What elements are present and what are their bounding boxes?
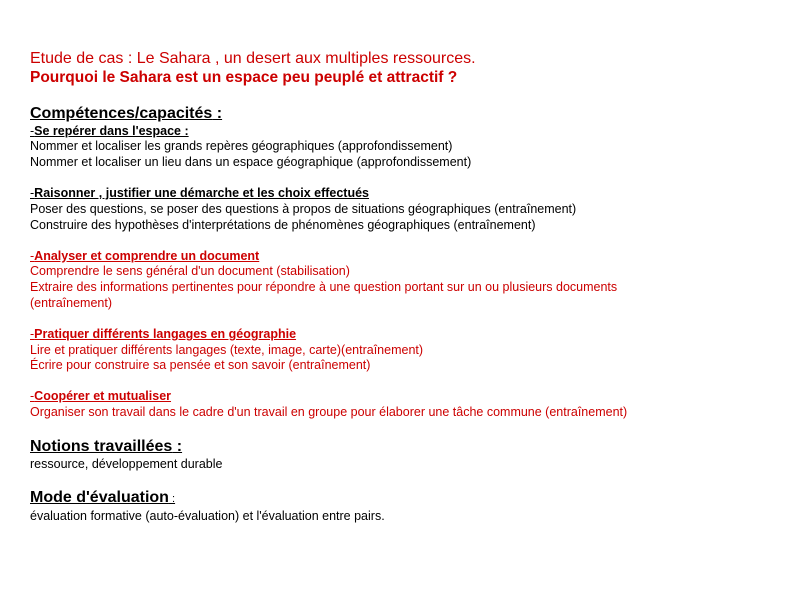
title-line-1: Etude de cas : Le Sahara , un desert aux multiples ressources. [30,50,476,67]
section-title-text: Se repérer dans l'espace [34,124,181,138]
evaluation-text: évaluation formative (auto-évaluation) et l'évaluation entre pairs. [30,509,385,523]
section-title-text: Analyser et comprendre un document [34,249,260,263]
section-line: Poser des questions, se poser des questions à propos de situations géographiques (entraînement) [30,202,577,216]
evaluation-heading [30,488,175,509]
section-prefix: - [30,124,35,138]
section-title-text: Coopérer et mutualiser [34,389,172,403]
notions-heading-text: Notions travaillées [30,438,173,455]
section-line: Lire et pratiquer différents langages (texte, image, carte)(entraînement) [30,343,424,357]
section-title-reperer [30,124,189,139]
section-prefix: - [30,389,35,403]
section-suffix: : [180,124,189,138]
section-title-cooperer [30,389,171,404]
section-line: Comprendre le sens général d'un document (stabilisation) [30,264,350,278]
section-line: Construire des hypothèses d'interprétations de phénomènes géographiques (entraînement) [30,218,536,232]
section-prefix: - [30,327,35,341]
notions-heading-colon: : [172,438,183,455]
title-line-2: Pourquoi le Sahara est un espace peu peuplé et attractif ? [30,69,458,86]
section-line: Extraire des informations pertinentes pour répondre à une question portant sur un ou plusieurs documents [30,280,618,294]
section-line: Nommer et localiser les grands repères géographiques (approfondissement) [30,139,453,153]
section-line: Organiser son travail dans le cadre d'un travail en groupe pour élaborer une tâche commune (entraînement) [30,405,628,419]
evaluation-heading-text: Mode d'évaluation [30,489,169,506]
competences-heading [30,104,222,123]
evaluation-heading-colon: : [168,493,176,505]
notions-heading [30,437,182,456]
section-title-text: Raisonner , justifier une démarche et les choix effectués [34,186,370,200]
section-line: Nommer et localiser un lieu dans un espace géographique (approfondissement) [30,155,472,169]
competences-heading-colon: : [212,105,223,122]
section-prefix: - [30,186,35,200]
notions-text: ressource, développement durable [30,457,223,471]
section-title-text: Pratiquer différents langages en géographie [34,327,297,341]
section-line: (entraînement) [30,296,112,310]
section-title-pratiquer [30,327,296,342]
competences-heading-text: Compétences/capacités [30,105,213,122]
section-prefix: - [30,249,35,263]
section-title-raisonner [30,186,369,201]
section-line: Écrire pour construire sa pensée et son savoir (entraînement) [30,358,371,372]
section-title-analyser [30,249,259,264]
